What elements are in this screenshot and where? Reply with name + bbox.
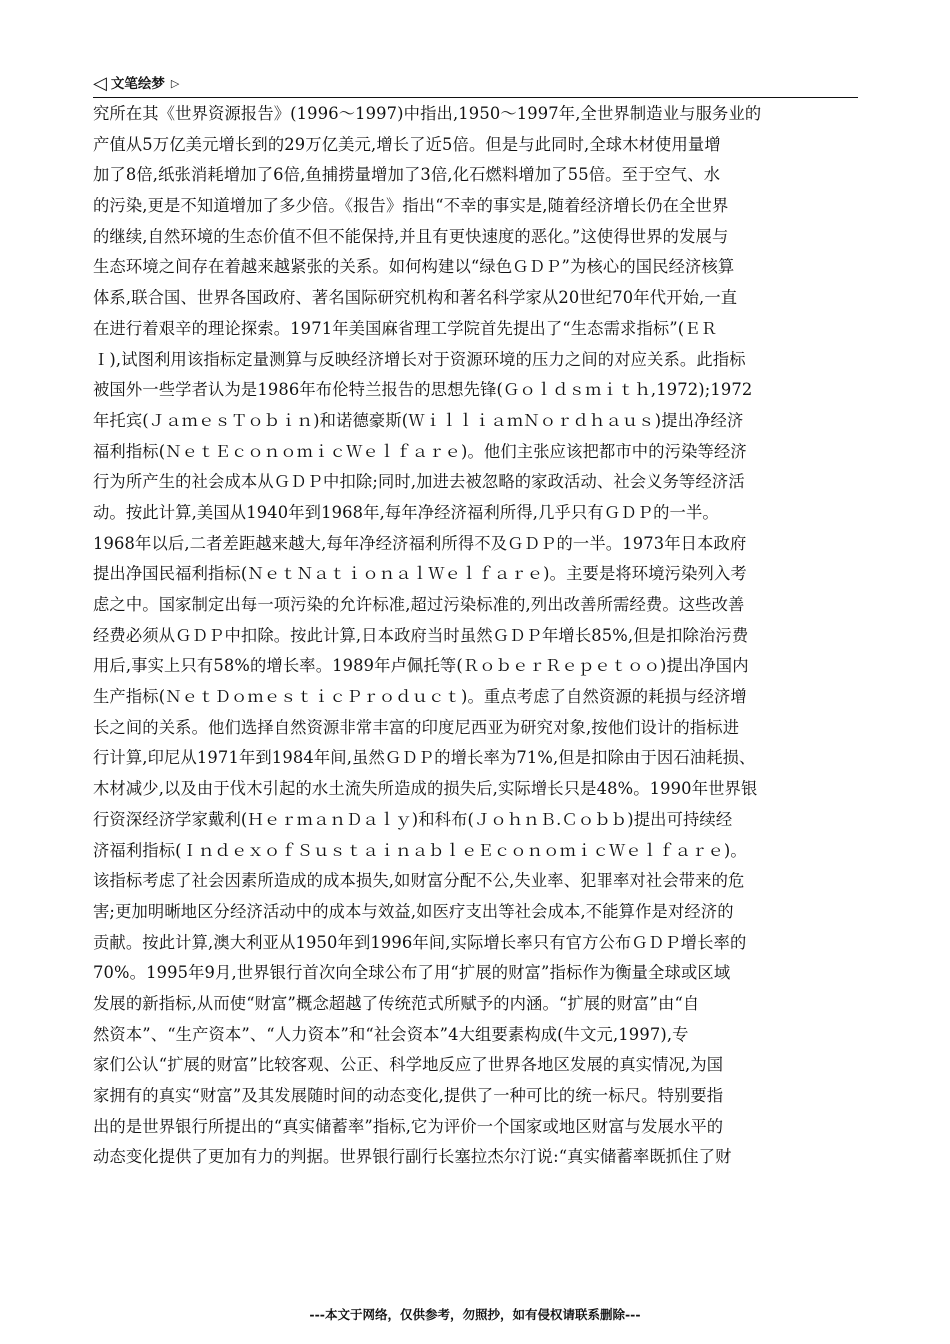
text-line: 害;更加明晰地区分经济活动中的成本与效益,如医疗支出等社会成本,不能算作是对经济的 [93,901,734,921]
text-line: 被国外一些学者认为是1986年布伦特兰报告的思想先锋(Ｇｏｌｄｓｍｉｔｈ,1972);1972 [93,380,753,400]
text-line: 提出净国民福利指标(ＮｅｔＮａｔｉｏｎａｌＷｅｌｆａｒｅ)。主要是将环境污染列入考 [93,564,747,584]
text-line: 经费必须从ＧＤＰ中扣除。按此计算,日本政府当时虽然ＧＤＰ年增长85%,但是扣除治污费 [93,625,749,645]
text-line: 70%。1995年9月,世界银行首次向全球公布了用“扩展的财富”指标作为衡量全球或区域 [93,963,731,983]
text-line: 然资本”、“生产资本”、“人力资本”和“社会资本”4大组要素构成(牛文元,1997),专 [93,1024,689,1044]
triangle-left-outline-icon: ◁ [93,73,107,94]
text-line: 的污染,更是不知道增加了多少倍。《报告》指出“不幸的事实是,随着经济增长仍在全世界 [93,196,729,216]
text-line: 家拥有的真实“财富”及其发展随时间的动态变化,提供了一种可比的统一标尺。特别要指 [93,1086,724,1105]
text-line: 出的是世界银行所提出的“真实储蓄率”指标,它为评价一个国家或地区财富与发展水平的 [93,1116,724,1136]
text-line: 济福利指标(ＩｎｄｅｘｏｆＳｕｓｔａｉｎａｂｌｅＥｃｏｎｏｍｉｃＷｅｌｆａｒｅ)。 [93,840,747,860]
text-line: 在进行着艰辛的理论探索。1971年美国麻省理工学院首先提出了“生态需求指标”(ＥＲ [93,318,718,338]
text-line: 生态环境之间存在着越来越紧张的关系。如何构建以“绿色ＧＤＰ”为核心的国民经济核算 [93,257,735,277]
body-paragraph [93,99,858,1173]
text-line: 该指标考虑了社会因素所造成的成本损失,如财富分配不公,失业率、犯罪率对社会带来的危 [93,871,745,891]
text-line: 发展的新指标,从而使“财富”概念超越了传统范式所赋予的内涵。“扩展的财富”由“自 [93,993,700,1013]
text-line: 生产指标(ＮｅｔＤｏｍｅｓｔｉｃＰｒｏｄｕｃｔ)。重点考虑了自然资源的耗损与经济增 [93,687,747,707]
text-line: 加了8倍,纸张消耗增加了6倍,鱼捕捞量增加了3倍,化石燃料增加了55倍。至于空气、水 [93,165,721,185]
header-divider [93,97,858,98]
text-line: 体系,联合国、世界各国政府、著名国际研究机构和著名科学家从20世纪70年代开始,一直 [93,288,738,308]
text-line: 究所在其《世界资源报告》(1996～1997)中指出,1950～1997年,全世界制造业与服务业的 [93,104,762,123]
brand-name: 文笔绘梦 [110,76,165,92]
text-line: 长之间的关系。他们选择自然资源非常丰富的印度尼西亚为研究对象,按他们设计的指标进 [93,717,740,737]
page-footer-disclaimer: ---本文于网络，仅供参考，勿照抄，如有侵权请联系删除--- [309,1307,641,1322]
text-line: 贡献。按此计算,澳大利亚从1950年到1996年间,实际增长率只有官方公布ＧＤＰ增长率的 [93,932,747,952]
text-line: 虑之中。国家制定出每一项污染的允许标准,超过污染标准的,列出改善所需经费。这些改善 [93,595,745,614]
text-line: 福利指标(ＮｅｔＥｃｏｎｏｍｉｃＷｅｌｆａｒｅ)。他们主张应该把都市中的污染等经济 [93,441,747,461]
text-line: 年托宾(ＪａｍｅｓＴｏｂｉｎ)和诺德豪斯(ＷｉｌｌｉａｍＮｏｒｄｈａｕｓ)提出净经济 [93,410,744,430]
text-line: 1968年以后,二者差距越来越大,每年净经济福利所得不及ＧＤＰ的一半。1973年日本政府 [93,533,747,553]
page-header [93,74,858,96]
text-line: 木材减少,以及由于伐木引起的水土流失所造成的损失后,实际增长只是48%。1990年世界银 [93,779,758,799]
header-brand [93,74,858,94]
text-line: 用后,事实上只有58%的增长率。1989年卢佩托等(ＲｏｂｅｒＲｅｐｅｔｏｏ)提出净国内 [93,656,749,676]
text-line: 行资深经济学家戴利(ＨｅｒｍａｎＤａｌｙ)和科布(ＪｏｈｎＢ.Ｃｏｂｂ)提出可持续经 [93,809,733,829]
text-line: 产值从5万亿美元增长到的29万亿美元,增长了近5倍。但是与此同时,全球木材使用量增 [93,134,721,154]
triangle-right-outline-icon: ▷ [170,77,180,90]
text-line: 动态变化提供了更加有力的判据。世界银行副行长塞拉杰尔汀说:“真实储蓄率既抓住了财 [93,1147,732,1167]
text-line: 动。按此计算,美国从1940年到1968年,每年净经济福利所得,几乎只有ＧＤＰ的一半。 [93,502,719,522]
text-line: Ｉ),试图利用该指标定量测算与反映经济增长对于资源环境的压力之间的对应关系。此指标 [93,349,746,369]
text-line: 的继续,自然环境的生态价值不但不能保持,并且有更快速度的恶化。”这使得世界的发展与 [93,226,729,246]
text-line: 行为所产生的社会成本从ＧＤＰ中扣除;同时,加进去被忽略的家政活动、社会义务等经济活 [93,472,745,492]
text-line: 行计算,印尼从1971年到1984年间,虽然ＧＤＰ的增长率为71%,但是扣除由于因石油耗损、 [93,748,756,768]
text-line: 家们公认“扩展的财富”比较客观、公正、科学地反应了世界各地区发展的真实情况,为国 [93,1055,724,1075]
